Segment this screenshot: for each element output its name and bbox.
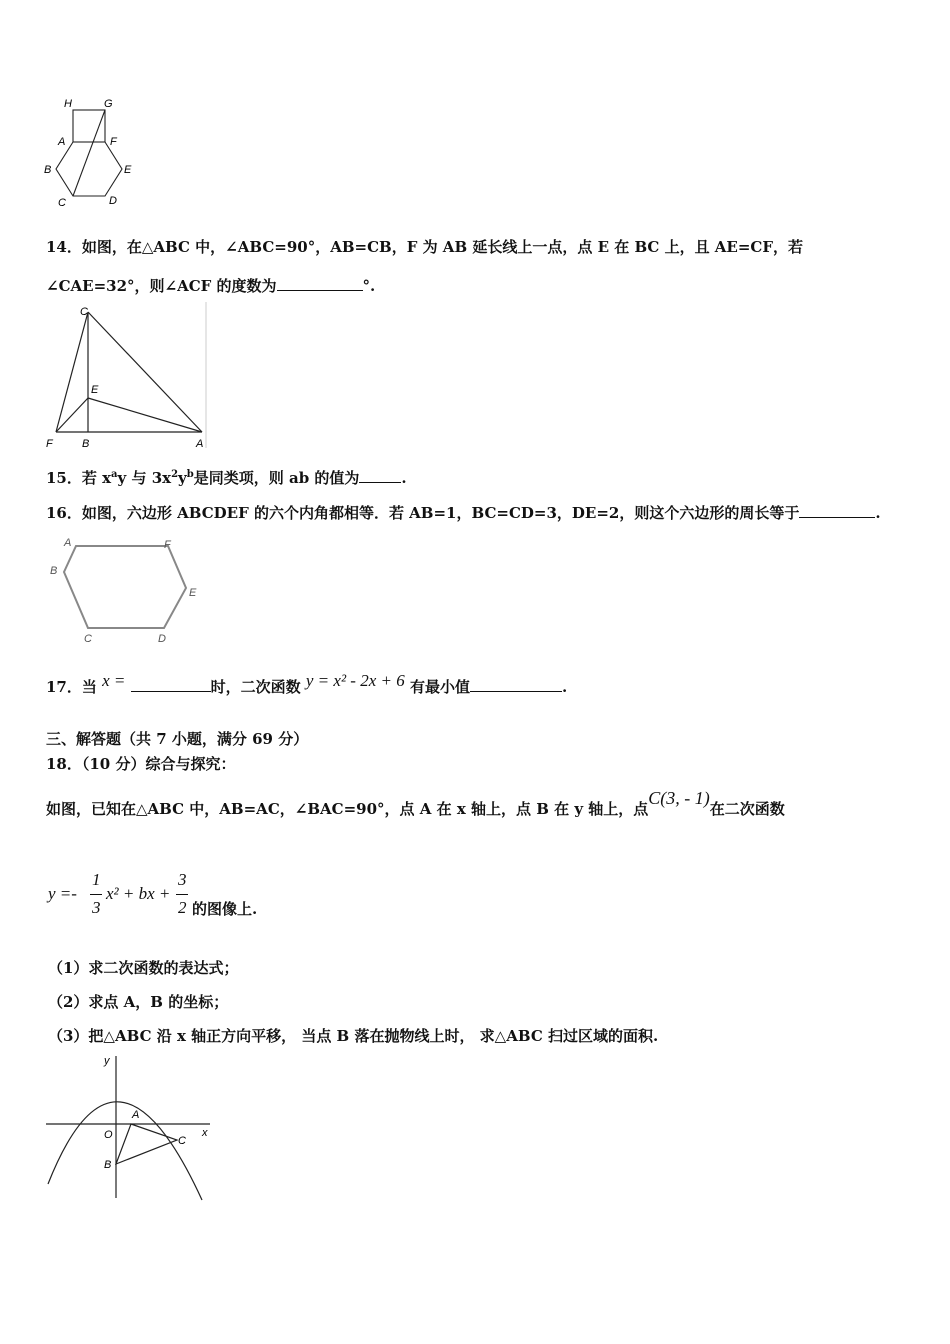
q18-sub3: （3）把△ABC 沿 x 轴正方向平移， 当点 B 落在抛物线上时， 求△ABC 扫过区域的面积. <box>48 1027 659 1045</box>
fraction-1-denominator: 3 <box>92 898 101 917</box>
figure-square-hexagon <box>40 92 140 214</box>
q15-t4: 是同类项，则 ab 的值为 <box>193 469 360 487</box>
formula-lead: y =- <box>48 884 77 903</box>
q15-sup-2: 2 <box>171 469 179 480</box>
q18-sub1: （1）求二次函数的表达式； <box>48 959 239 977</box>
q16-end: . <box>875 504 881 522</box>
label-a: A <box>58 136 66 148</box>
section-3-heading: 三、解答题（共 7 小题，满分 69 分） <box>46 730 309 748</box>
q15-t3: y <box>178 469 187 487</box>
figure-hexagon-abcdef <box>46 532 216 648</box>
tri-label-b: B <box>82 438 90 450</box>
label-c: C <box>58 197 66 209</box>
axis-label-x: x <box>202 1127 208 1139</box>
tri-label-f: F <box>46 438 53 450</box>
hex-label-b: B <box>50 565 58 577</box>
q18-intro-tail: 在二次函数 <box>709 800 785 818</box>
q17-number: 17．当 <box>46 678 97 696</box>
hex-label-c: C <box>84 633 92 645</box>
label-h: H <box>64 98 72 110</box>
parabola-curve <box>48 1102 202 1200</box>
point-label-b: B <box>104 1159 112 1171</box>
q17-end: . <box>561 678 568 696</box>
q17-xeq: x = <box>102 671 126 690</box>
point-label-c: C <box>178 1135 186 1147</box>
q18-sub2: （2）求点 A，B 的坐标； <box>48 993 229 1011</box>
formula-middle: x² + bx + <box>106 884 171 903</box>
hex-label-d: D <box>158 633 166 645</box>
q15-number: 15． <box>46 469 82 487</box>
q18-point-c: C(3, - 1) <box>648 788 710 808</box>
label-d: D <box>109 195 117 207</box>
q14-line1 <box>46 236 803 257</box>
fraction-1-numerator: 1 <box>92 870 101 889</box>
q14-number: 14． <box>46 238 82 256</box>
q18-intro-line <box>46 788 785 819</box>
formula-tail: 的图像上. <box>192 900 258 918</box>
q17-blank-x[interactable] <box>131 691 211 692</box>
tri-label-c: C <box>80 306 88 318</box>
figure-triangle-abc <box>42 300 214 452</box>
q18-intro: 如图，已知在△ABC 中，AB=AC，∠BAC=90°，点 A 在 x 轴上，点 B 在 y 轴上，点 <box>46 800 649 818</box>
q15-line <box>46 467 407 488</box>
q14-end: °. <box>362 277 376 295</box>
q16-answer-blank[interactable] <box>799 517 875 518</box>
q14-line2 <box>46 275 375 296</box>
triangle-abc <box>116 1124 177 1164</box>
q15-sup-a: a <box>111 469 118 480</box>
q18-title: 18．（10 分）综合与探究： <box>46 755 236 773</box>
axis-label-y: y <box>104 1055 110 1067</box>
label-e: E <box>124 164 132 176</box>
q15-answer-blank[interactable] <box>359 482 401 483</box>
fraction-1-bar <box>90 894 102 895</box>
q17-blank-min[interactable] <box>470 691 562 692</box>
hex-label-a: A <box>64 537 72 549</box>
hexagon-shape <box>56 142 122 196</box>
q15-end: . <box>401 469 407 487</box>
fraction-2-bar <box>176 894 188 895</box>
q15-sup-b: b <box>186 469 194 480</box>
diagonal-line <box>73 110 105 196</box>
q16-line <box>46 502 881 523</box>
q16-text: 如图，六边形 ABCDEF 的六个内角都相等．若 AB=1，BC=CD=3，DE=2，则这个六边形的周长等于 <box>81 504 800 522</box>
q17-line <box>46 671 568 697</box>
origin-label: O <box>104 1129 113 1141</box>
fraction-2-denominator: 2 <box>178 898 187 917</box>
label-f: F <box>110 136 117 148</box>
q14-answer-blank[interactable] <box>277 290 363 291</box>
tri-label-a: A <box>196 438 204 450</box>
fraction-2-numerator: 3 <box>178 870 187 889</box>
q17-mid: 时，二次函数 <box>210 678 301 696</box>
hex-label-e: E <box>189 587 197 599</box>
figure-parabola-triangle <box>40 1052 218 1202</box>
q16-number: 16． <box>46 504 82 522</box>
q14-text1: 如图，在△ABC 中，∠ABC=90°，AB=CB，F 为 AB 延长线上一点，点 E 在 BC 上，且 AE=CF，若 <box>81 238 804 256</box>
q15-t1: 若 x <box>81 469 112 487</box>
hex-label-f: F <box>164 539 171 551</box>
tri-label-e: E <box>91 384 99 396</box>
label-g: G <box>104 98 113 110</box>
square-shape <box>73 110 105 142</box>
point-label-a: A <box>132 1109 140 1121</box>
q17-function: y = x² - 2x + 6 <box>305 671 405 690</box>
q14-text2: ∠CAE=32°，则∠ACF 的度数为 <box>46 277 277 295</box>
q17-tail: 有最小值 <box>409 678 470 696</box>
label-b: B <box>44 164 52 176</box>
q15-t2: y 与 3x <box>117 469 172 487</box>
